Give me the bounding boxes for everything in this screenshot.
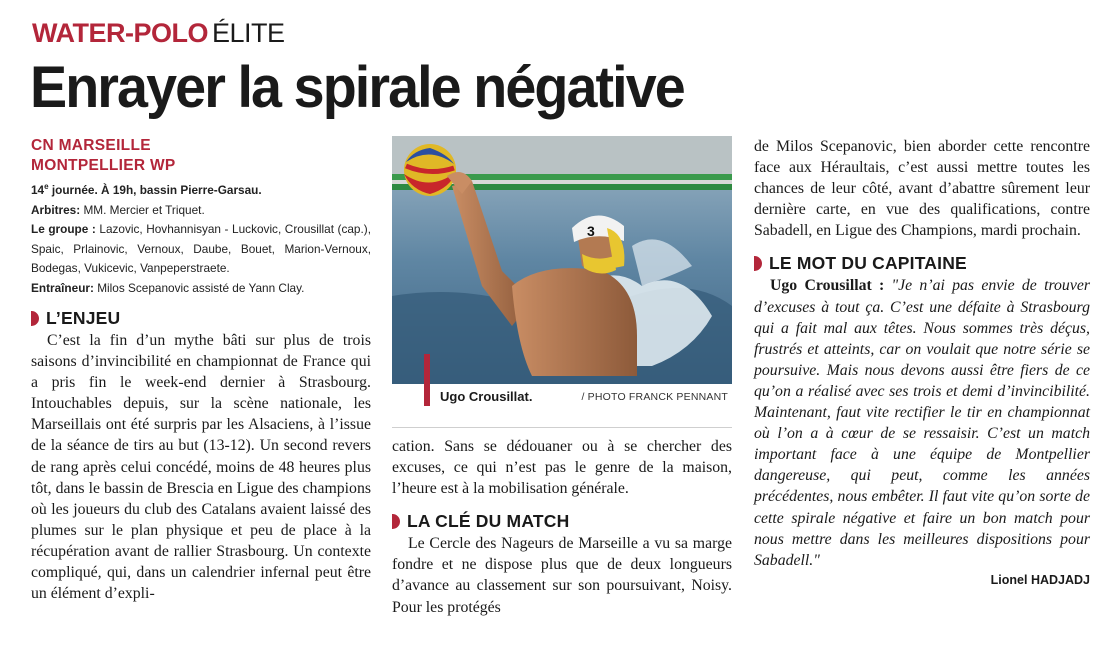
column-middle <box>392 136 732 618</box>
away-team: MONTPELLIER WP <box>31 157 176 174</box>
subhead-enjeu: L’ENJEU <box>31 306 371 330</box>
captain-quote <box>754 275 1090 570</box>
photo-credit: / PHOTO FRANCK PENNANT <box>581 391 728 403</box>
section-marker-icon <box>754 256 762 271</box>
section-marker-icon <box>31 311 39 326</box>
enjeu-text-continued: cation. Sans se dédouaner ou à se chercher des excuses, ce qui n’est pas le genre de la maison, l’heure est à la mobilisation générale. <box>392 438 732 498</box>
article-headline: Enrayer la spirale négative <box>30 55 684 120</box>
match-coach: Entraîneur: Milos Scepanovic assisté de Yann Clay. <box>31 280 305 295</box>
match-info <box>31 181 371 298</box>
subhead-capitaine: LE MOT DU CAPITAINE <box>754 251 1090 275</box>
subhead-cle: LA CLÉ DU MATCH <box>392 509 732 533</box>
cle-text: Le Cercle des Nageurs de Marseille a vu sa marge fondre et ne dispose plus que de deux longueurs d’avance au classement sur son poursuivant, Noisy. Pour les protégés <box>392 535 732 616</box>
photo-caption <box>392 384 732 428</box>
author-signature: Lionel HADJADJ <box>990 572 1090 587</box>
quote-speaker: Ugo Crousillat : <box>770 277 885 295</box>
cle-text-continued: de Milos Scepanovic, bien aborder cette rencontre face aux Héraultais, c’est aussi mettre toutes les chances de leur côté, avant d’abattre sûrement leur dernière carte, en vue des qualifications, contre Sabadell, en Ligue des Champions, mardi prochain. <box>754 138 1090 240</box>
column-right <box>754 136 1090 587</box>
home-team: CN MARSEILLE <box>31 137 151 154</box>
caption-bar <box>424 354 430 406</box>
match-teams <box>31 136 371 176</box>
water-polo-player-image <box>392 136 732 384</box>
article-photo <box>392 136 732 384</box>
kicker <box>32 16 285 50</box>
match-referees: Arbitres: MM. Mercier et Triquet. <box>31 202 205 217</box>
column-left <box>31 136 371 604</box>
match-round: 14e journée. À 19h, bassin Pierre-Garsau. <box>31 182 262 197</box>
kicker-level: ÉLITE <box>211 18 285 48</box>
kicker-sport: WATER-POLO <box>32 18 208 48</box>
cap-number: 3 <box>587 223 595 239</box>
caption-name: Ugo Crousillat. <box>440 389 533 404</box>
section-marker-icon <box>392 514 400 529</box>
enjeu-text: C’est la fin d’un mythe bâti sur plus de trois saisons d’invincibilité en championnat de France qui a pris fin le week-end dernier à Strasbourg. Intouchables depuis, sur la scène nationale, les Marseillais ont été surpris par les Alsaciens, à l’issue de la séance de tirs au but (13-12). Un second revers de rang après celui concédé, moins de 48 heures plus tôt, dans le bassin de Brescia en Ligue des champions où les joueurs du club des Catalans avaient laissé des plumes sur le plan physique et peu de place à la récupération avant de rallier Strasbourg. Un contexte compliqué, qui, dans un calendrier infernal peut être un élément d’expli- <box>31 332 371 603</box>
quote-text: "Je n’ai pas envie de trouver d’excuses à tout ça. C’est une défaite à Strasbourg qui a fait mal aux têtes. Nous sommes très déçus, frustrés et atteints, car on voulait que notre série se poursuive. Mais nous devons aussi être fiers de ce qu’on a réalisé avec ses trois et demi d’invincibilité. Maintenant, faut vite rectifier le tir en championnat où l’on a à cœur de se ressaisir. C’est un match important face à une équipe de Montpellier dangereuse, qui peut, comme les années précédentes, nous embêter. Il faut vite qu’on sorte de cette spirale négative et faire un bon match pour nous mettre dans les meilleures dispositions pour Sabadell." <box>754 277 1090 569</box>
match-squad: Le groupe : Lazovic, Hovhannisyan - Luckovic, Crousillat (cap.), Spaic, Prlainovic, Vernoux, Daube, Bouet, Marion-Vernoux, Bodegas, Vukicevic, Vanpeperstraete. <box>31 222 371 275</box>
